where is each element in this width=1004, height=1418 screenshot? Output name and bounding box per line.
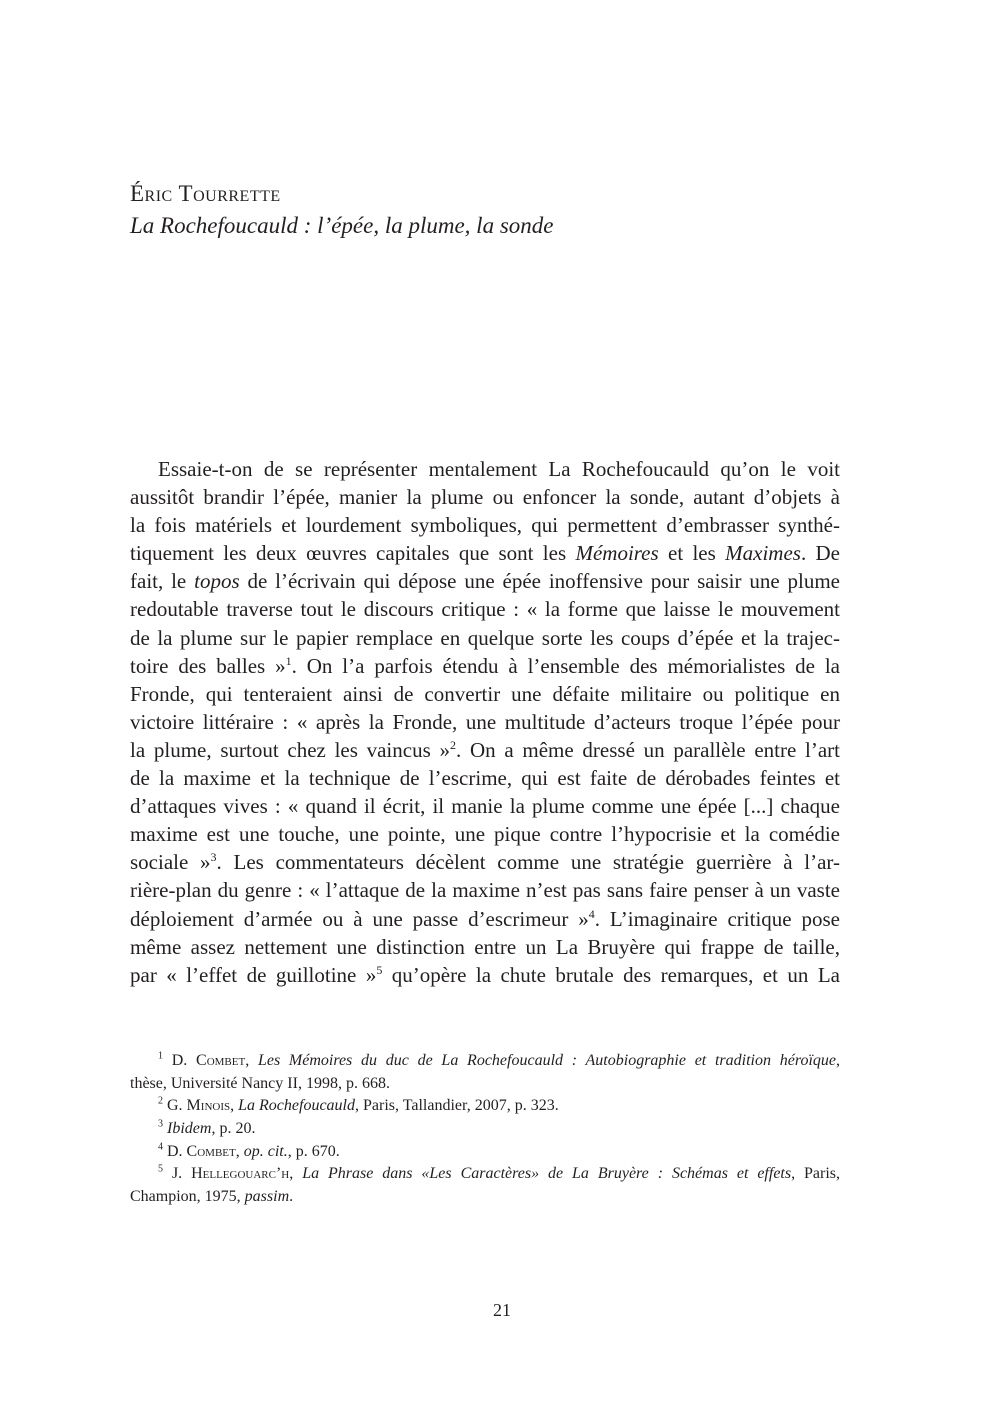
body-line: par « l’effet de guillotine »$^5$ qu’opère la chute brutale des remarques, et un La	[130, 962, 840, 987]
footnote-3: $^3$ Ibidem, p. 20.	[158, 1118, 256, 1138]
body-line: déploiement d’armée ou à une passe d’escrimeur »$^4$. L’imaginaire critique pose	[130, 906, 840, 931]
body-line: toire des balles »$^1$. On l’a parfois étendu à l’ensemble des mémorialistes de la	[130, 653, 840, 678]
footnote-5-continuation: Champion, 1975, passim.	[130, 1188, 294, 1206]
body-line: rière-plan du genre : « l’attaque de la maxime n’est pas sans faire penser à un vaste	[130, 878, 840, 903]
body-line: victoire littéraire : « après la Fronde, une multitude d’acteurs troque l’épée pour	[130, 709, 840, 734]
chapter-title: La Rochefoucauld : l’épée, la plume, la sonde	[130, 213, 554, 238]
body-line: de la plume sur le papier remplace en quelque sorte les coups d’épée et la trajec-	[130, 625, 840, 650]
footnote-ref[interactable]: 2	[449, 737, 456, 752]
footnote-1: $^1$ D. Combet, Les Mémoires du duc de La Rochefoucauld : Autobiographie et tradition héroïque,	[158, 1050, 841, 1069]
body-line: aussitôt brandir l’épée, manier la plume ou enfoncer la sonde, autant d’objets à	[130, 485, 840, 510]
footnote-1-continuation: thèse, Université Nancy II, 1998, p. 668.	[130, 1074, 390, 1092]
footnotes-section	[130, 1050, 840, 1209]
footnote-ref[interactable]: 3	[210, 850, 217, 865]
body-paragraph	[130, 455, 840, 989]
body-line: Fronde, qui tenteraient ainsi de convertir une défaite militaire ou politique en	[130, 681, 840, 706]
body-line: fait, le topos de l’écrivain qui dépose une épée inoffensive pour saisir une plume	[130, 569, 840, 594]
body-line: redoutable traverse tout le discours critique : « la forme que laisse le mouvement	[130, 597, 840, 622]
body-line: d’attaques vives : « quand il écrit, il manie la plume comme une épée [...] chaque	[130, 794, 840, 819]
footnote-ref[interactable]: 5	[376, 962, 383, 977]
footnote-2: $^2$ G. Minois, La Rochefoucauld, Paris, Tallandier, 2007, p. 323.	[158, 1096, 559, 1115]
body-line: la plume, surtout chez les vaincus »$^2$. On a même dressé un parallèle entre l’art	[130, 737, 840, 762]
footnote-5: $^5$ J. Hellegouarc’h, La Phrase dans «Les Caractères» de La Bruyère : Schémas et effets, Paris,	[158, 1164, 841, 1183]
chapter-heading	[130, 178, 870, 242]
body-line: même assez nettement une distinction entre un La Bruyère qui frappe de taille,	[130, 934, 840, 959]
author-name: Éric Tourrette	[130, 181, 281, 206]
body-line: maxime est une touche, une pointe, une pique contre l’hypocrisie et la comédie	[130, 822, 840, 847]
page-number: 21	[493, 1300, 511, 1320]
footnote-4: $^4$ D. Combet, op. cit., p. 670.	[158, 1141, 340, 1160]
body-line: de la maxime et la technique de l’escrime, qui est faite de dérobades feintes et	[130, 766, 840, 791]
body-line: Essaie-t-on de se représenter mentalement La Rochefoucauld qu’on le voit	[158, 457, 840, 481]
footnote-ref[interactable]: 1	[285, 653, 292, 668]
footnote-ref[interactable]: 4	[588, 906, 595, 921]
body-line: sociale »$^3$. Les commentateurs décèlent comme une stratégie guerrière à l’ar-	[130, 850, 840, 875]
body-line: tiquement les deux œuvres capitales que sont les Mémoires et les Maximes. De	[130, 541, 840, 566]
body-line: la fois matériels et lourdement symboliques, qui permettent d’embrasser synthé-	[130, 513, 840, 538]
